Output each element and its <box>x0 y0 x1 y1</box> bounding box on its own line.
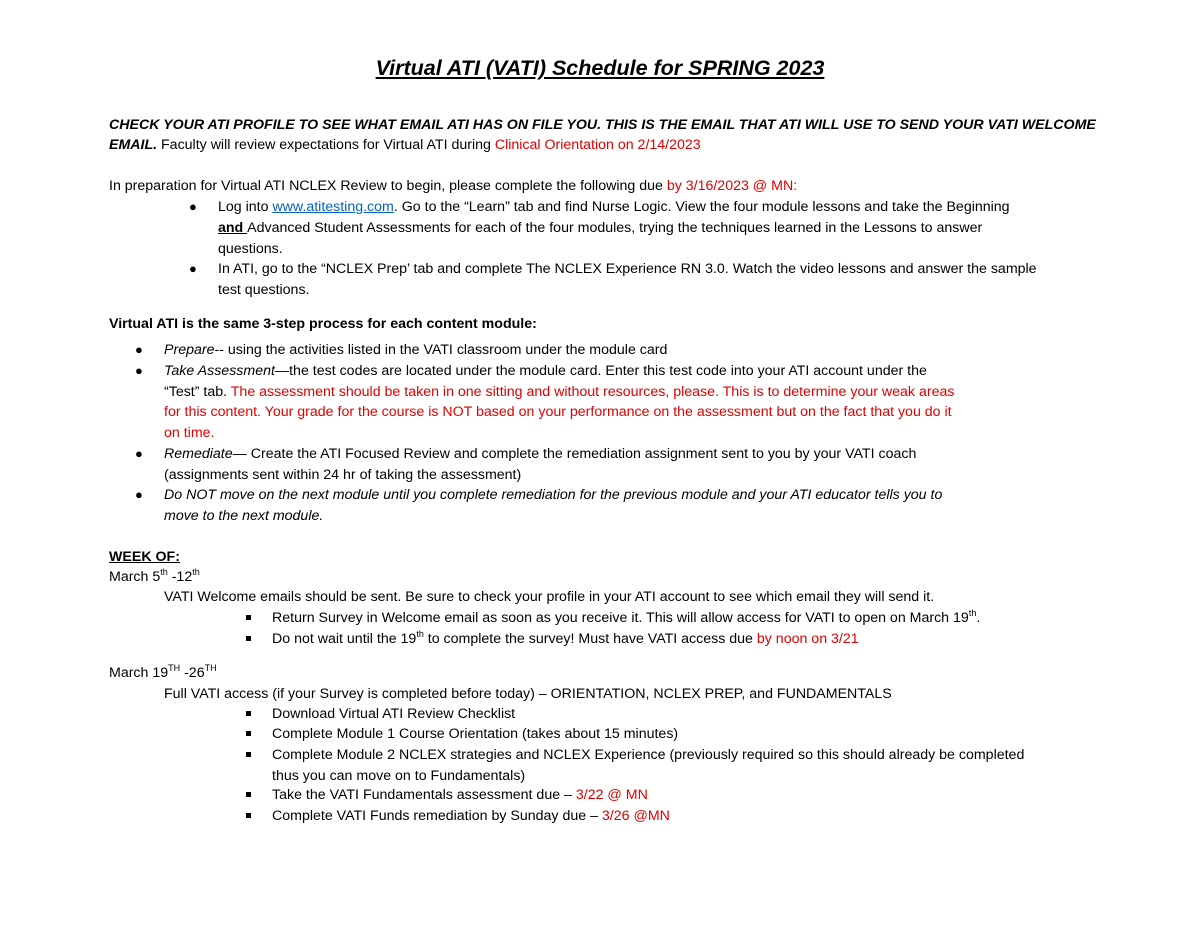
week1-item1-sup: th <box>968 608 977 618</box>
week2-item4-pre: Take the VATI Fundamentals assessment due – <box>272 787 576 803</box>
week1-label <box>109 568 200 586</box>
prep-item1-pre: Log into <box>218 199 273 215</box>
notice-bold-line1: CHECK YOUR ATI PROFILE TO SEE WHAT EMAIL ATI HAS ON FILE YOU. THIS IS THE EMAIL THAT ATI WILL USE TO SEND YOUR VATI WELCOME <box>109 117 1096 133</box>
week2-item4 <box>272 786 648 804</box>
bullet-disc-icon: ● <box>135 487 143 502</box>
process-remediate-line2: (assignments sent within 24 hr of taking the assessment) <box>164 467 522 483</box>
prep-item1-line3: questions. <box>218 241 283 257</box>
bullet-disc-icon: ● <box>189 199 197 214</box>
process-heading: Virtual ATI is the same 3-step process for each content module: <box>109 316 537 332</box>
process-prepare <box>164 341 667 359</box>
week2-label-a: March 19 <box>109 665 169 681</box>
prep-due: by 3/16/2023 @ MN: <box>666 178 798 194</box>
week1-item1-post: . <box>976 610 981 626</box>
prep-intro: In preparation for Virtual ATI NCLEX Review to begin, please complete the following due <box>109 178 667 194</box>
notice-line2 <box>109 136 701 154</box>
prep-item2-line2: test questions. <box>218 282 310 298</box>
week1-item2-sup: th <box>416 629 424 639</box>
week1-sup-b: th <box>192 567 200 577</box>
process-remediate-line1 <box>164 445 916 463</box>
process-assess-line2 <box>164 383 954 401</box>
prep-intro-line <box>109 177 797 195</box>
bullet-disc-icon: ● <box>189 261 197 276</box>
week2-item3-line2: thus you can move on to Fundamentals) <box>272 768 526 784</box>
process-donot-line1: Do NOT move on the next module until you complete remediation for the previous module and your ATI educator tells you to <box>164 487 943 503</box>
week2-sup-b: TH <box>204 663 217 673</box>
week1-item2-pre: Do not wait until the 19 <box>272 631 417 647</box>
process-donot-line2: move to the next module. <box>164 508 324 524</box>
week1-item1 <box>272 609 980 627</box>
bullet-disc-icon: ● <box>135 363 143 378</box>
process-assess-line2-black: “Test” tab. <box>164 384 231 400</box>
week2-label-b: -26 <box>180 665 205 681</box>
week2-item2: Complete Module 1 Course Orientation (takes about 15 minutes) <box>272 726 679 742</box>
week2-item5-red: 3/26 @MN <box>601 808 670 824</box>
bullet-square-icon <box>246 792 251 797</box>
prep-item2-line1: In ATI, go to the “NCLEX Prep’ tab and complete The NCLEX Experience RN 3.0. Watch the video lessons and answer the sample <box>218 261 1037 277</box>
process-prepare-term: Prepare <box>164 342 215 358</box>
week2-item3-line1: Complete Module 2 NCLEX strategies and NCLEX Experience (previously required so this should already be completed <box>272 747 1025 763</box>
week1-item2-red: by noon on 3/21 <box>756 631 859 647</box>
process-assess-line3: for this content. Your grade for the course is NOT based on your performance on the assessment but on the fact that you do it <box>164 404 952 420</box>
notice-bold-line2: EMAIL. <box>109 137 158 153</box>
process-assess-line1 <box>164 362 927 380</box>
bullet-square-icon <box>246 636 251 641</box>
week-of-heading: WEEK OF: <box>109 549 180 565</box>
bullet-disc-icon: ● <box>135 446 143 461</box>
prep-item1-and: and <box>218 220 248 236</box>
prep-item1-line2 <box>218 219 982 237</box>
week2-note: Full VATI access (if your Survey is completed before today) – ORIENTATION, NCLEX PREP, and FUNDAMENTALS <box>164 686 892 702</box>
process-assess-line4: on time. <box>164 425 215 441</box>
atitesting-link[interactable]: www.atitesting.com <box>272 199 394 215</box>
process-prepare-text: -- using the activities listed in the VATI classroom under the module card <box>214 342 668 358</box>
week2-sup-a: TH <box>168 663 181 673</box>
week1-item2-mid: to complete the survey! Must have VATI access due <box>423 631 757 647</box>
bullet-square-icon <box>246 615 251 620</box>
process-remediate-line1-text: — Create the ATI Focused Review and complete the remediation assignment sent to you by your VATI coach <box>232 446 917 462</box>
week2-item5-pre: Complete VATI Funds remediation by Sunday due – <box>272 808 602 824</box>
week2-item5 <box>272 807 670 825</box>
bullet-square-icon <box>246 731 251 736</box>
week2-label <box>109 664 217 682</box>
process-assess-line2-red: The assessment should be taken in one sitting and without resources, please. This is to determine your weak areas <box>230 384 955 400</box>
process-assess-line1-text: —the test codes are located under the module card. Enter this test code into your ATI account under the <box>274 363 927 379</box>
page-title: Virtual ATI (VATI) Schedule for SPRING 2023 <box>375 56 825 80</box>
week2-item1: Download Virtual ATI Review Checklist <box>272 706 516 722</box>
process-assess-term: Take Assessment <box>164 363 275 379</box>
week1-item1-pre: Return Survey in Welcome email as soon as you receive it. This will allow access for VATI to open on March 19 <box>272 610 969 626</box>
prep-item1-line2-text: Advanced Student Assessments for each of the four modules, trying the techniques learned in the Lessons to answer <box>247 220 983 236</box>
notice-red-text: Clinical Orientation on 2/14/2023 <box>494 137 701 153</box>
notice-text: Faculty will review expectations for Virtual ATI during <box>157 137 495 153</box>
bullet-square-icon <box>246 711 251 716</box>
week2-item4-red: 3/22 @ MN <box>575 787 648 803</box>
bullet-square-icon <box>246 752 251 757</box>
week1-label-b: -12 <box>167 569 193 585</box>
process-remediate-term: Remediate <box>164 446 233 462</box>
bullet-square-icon <box>246 813 251 818</box>
prep-item1-post: . Go to the “Learn” tab and find Nurse Logic. View the four module lessons and take the Beginning <box>393 199 1010 215</box>
week1-label-a: March 5 <box>109 569 161 585</box>
bullet-disc-icon: ● <box>135 342 143 357</box>
week1-sup-a: th <box>160 567 168 577</box>
week1-note: VATI Welcome emails should be sent. Be sure to check your profile in your ATI account to see which email they will send it. <box>164 589 935 605</box>
prep-item1-line1 <box>218 198 1010 216</box>
week1-item2 <box>272 630 859 648</box>
